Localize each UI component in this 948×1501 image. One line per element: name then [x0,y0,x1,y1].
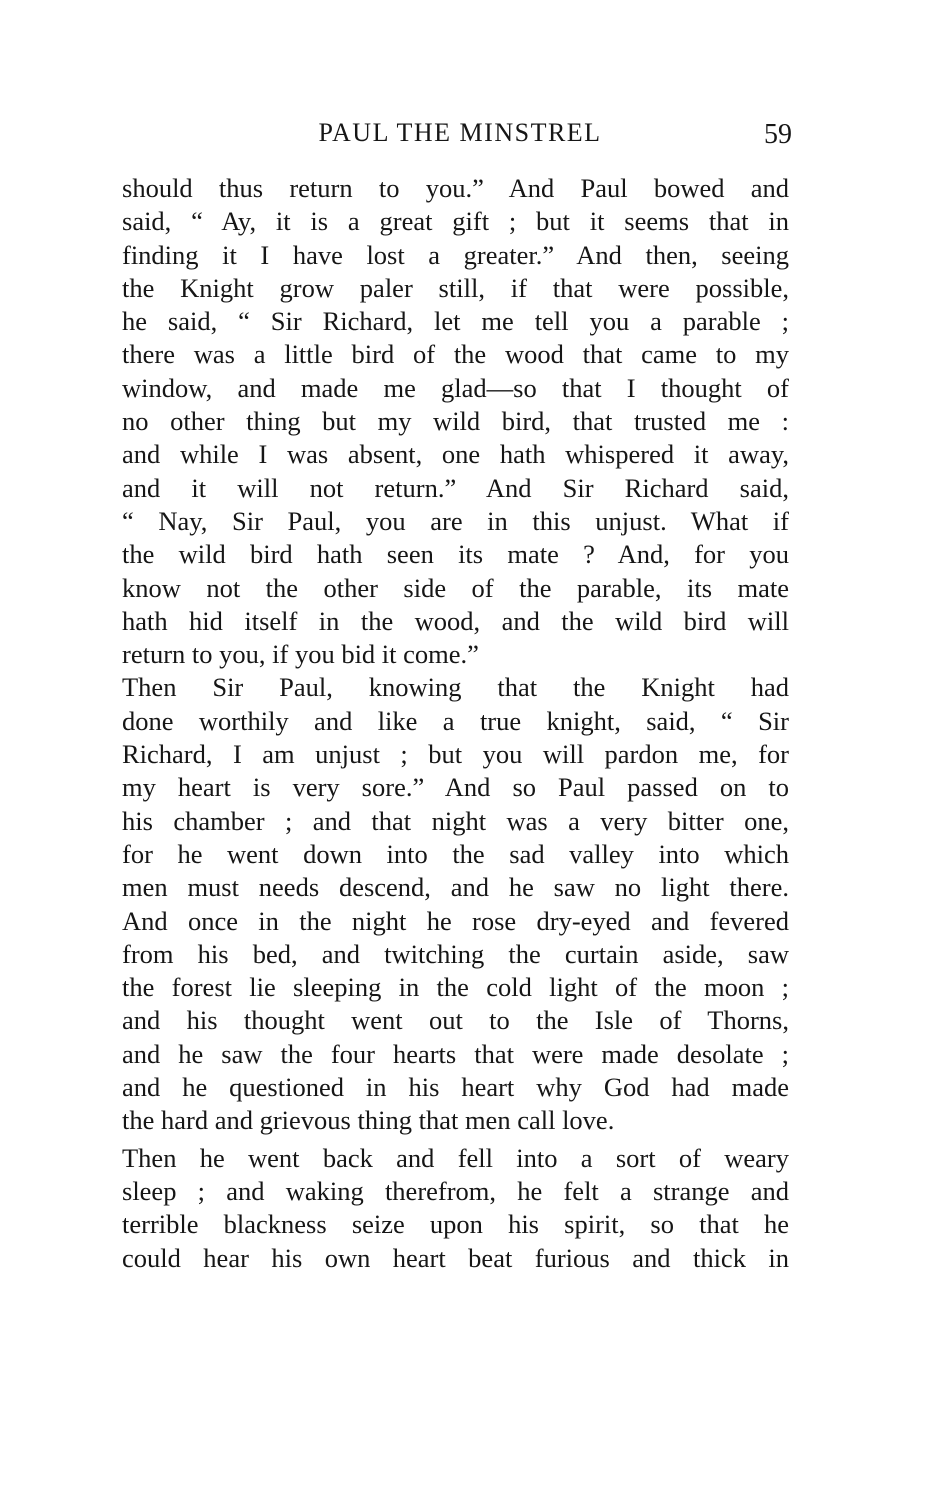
text-line: and it will not return.” And Sir Richard said, [122,472,789,503]
text-line: hath hid itself in the wood, and the wild bird will [122,605,789,636]
text-line: and he saw the four hearts that were made desolate ; [122,1038,789,1069]
text-line: finding it I have lost a greater.” And then, seeing [122,239,789,270]
text-line: my heart is very sore.” And so Paul passed on to [122,772,789,803]
text-line: terrible blackness seize upon his spirit, so that he [122,1209,789,1240]
text-line: Then Sir Paul, knowing that the Knight had [122,672,789,703]
text-line: his chamber ; and that night was a very bitter one, [122,805,789,836]
text-line: the hard and grievous thing that men call love. [122,1105,615,1136]
text-line: he said, “ Sir Richard, let me tell you a parable ; [122,306,789,337]
text-line: return to you, if you bid it come.” [122,639,479,670]
running-title: PAUL THE MINSTREL [318,118,602,147]
page-number: 59 [764,119,792,150]
page-header [122,113,792,153]
paragraph-2 [122,671,789,1137]
text-line: no other thing but my wild bird, that trusted me : [122,406,789,437]
text-line: could hear his own heart beat furious and thick in [122,1242,789,1273]
text-line: and while I was absent, one hath whispered it away, [122,439,789,470]
text-line: men must needs descend, and he saw no light there. [122,872,789,903]
text-line: and he questioned in his heart why God had made [122,1072,789,1103]
paragraph-1 [122,172,789,671]
text-line: And once in the night he rose dry-eyed and fevered [122,905,789,936]
text-line: Then he went back and fell into a sort of weary [122,1142,789,1173]
text-line: sleep ; and waking therefrom, he felt a strange and [122,1175,789,1206]
body-text [122,172,789,1275]
text-line: for he went down into the sad valley into which [122,838,789,869]
text-line: Richard, I am unjust ; but you will pardon me, for [122,739,789,770]
text-line: said, “ Ay, it is a great gift ; but it seems that in [122,206,789,237]
text-line: “ Nay, Sir Paul, you are in this unjust. What if [122,505,789,536]
text-line: from his bed, and twitching the curtain aside, saw [122,938,789,969]
text-line: window, and made me glad—so that I thought of [122,372,789,403]
text-line: know not the other side of the parable, its mate [122,572,789,603]
text-line: there was a little bird of the wood that came to my [122,339,789,370]
text-line: the wild bird hath seen its mate ? And, for you [122,539,789,570]
text-line: done worthily and like a true knight, said, “ Sir [122,705,789,736]
text-line: the Knight grow paler still, if that were possible, [122,272,789,303]
text-line: and his thought went out to the Isle of Thorns, [122,1005,789,1036]
text-line: should thus return to you.” And Paul bowed and [122,173,789,203]
text-line: the forest lie sleeping in the cold light of the moon ; [122,972,789,1003]
paragraph-3 [122,1142,789,1275]
